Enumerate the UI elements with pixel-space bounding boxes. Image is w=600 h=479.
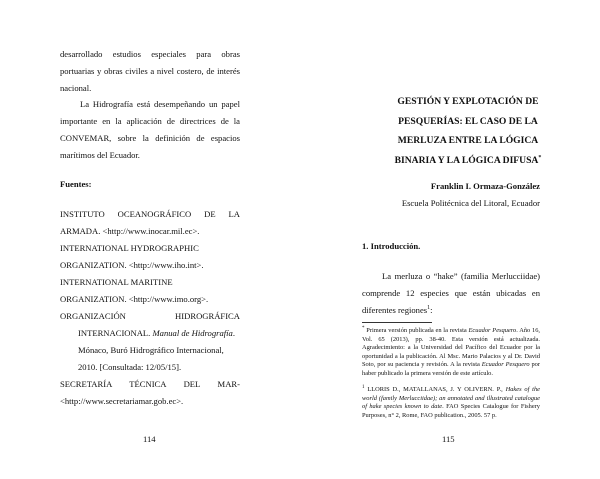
section-heading: 1. Introducción. [362, 241, 421, 251]
author-name: Franklin I. Ormaza-González [430, 181, 540, 191]
footnote-text: . Año 16, Vol. 65 (2013), pp. 38-40. Esta versión está actualizada. Agradecimiento: a la Universidad del Pacífico del Ecuador por la oportunidad a la publicación. Al Msc. Mario Palacios y al Dr. David Soto, por su paciencia y revisión. A la revista [362, 327, 540, 369]
footnote-2 [362, 386, 540, 420]
footnote-italic: Hakes of the world (family Merlucciidae); an annotated and illustrated catalogue of hake species known to date [362, 386, 540, 411]
reference-line: INSTITUTO OCEANOGRÁFICO DE LA [60, 209, 240, 219]
title-line: MERLUZA ENTRE LA LÓGICA [397, 135, 539, 146]
right-page [300, 0, 600, 479]
footnote-text: Primera versión publicada en la revista [364, 327, 469, 334]
title-line [365, 151, 571, 171]
article-title [365, 92, 571, 170]
reference-line: ARMADA. <http://www.inocar.mil.ec>. [60, 226, 200, 236]
reference-line: INTERNATIONAL MARITINE [60, 277, 173, 287]
reference-text: INTERNACIONAL. [78, 328, 153, 338]
reference-item [60, 274, 240, 308]
reference-line: ORGANIZATION. <http://www.imo.org>. [60, 294, 209, 304]
footnote-1 [362, 327, 540, 379]
reference-item [60, 240, 240, 274]
page-number: 115 [442, 434, 455, 444]
footnote-text: por haber publicado la primera versión de este artículo. [362, 361, 540, 377]
page-number: 114 [143, 434, 156, 444]
intro-paragraph [362, 268, 540, 319]
footnote-marker: 1 [362, 384, 365, 390]
reference-text: . [232, 328, 236, 338]
reference-line: INTERNATIONAL HYDROGRAPHIC [60, 243, 199, 253]
reference-line: 2010. [Consultada: 12/05/15]. [78, 362, 182, 372]
references-list [60, 206, 240, 410]
footnote-text: LLORIS D., MATALLANAS, J. Y OLIVERN. P., [364, 386, 506, 393]
reference-title: Manual de Hidrografía [152, 328, 233, 338]
reference-item [60, 206, 240, 240]
reference-line: ORGANIZACIÓN HIDROGRÁFICA [60, 311, 240, 321]
reference-item [60, 376, 240, 410]
intro-text: La merluza o “hake” (familia Merlucciidae) comprende 12 especies que están ubicadas en diferentes regiones [362, 271, 540, 315]
footnote-separator [362, 322, 432, 323]
hydrography-paragraph: La Hidrografía está desempeñando un papel importante en la aplicación de directrices de la CONVEMAR, sobre la definición de espacios marítimos del Ecuador. [60, 99, 240, 160]
footnote-italic: Ecuador Pesquero [481, 361, 530, 369]
reference-line: SECRETARÍA TÉCNICA DEL MAR- [60, 379, 240, 389]
text-line: portuarias y obras civiles a nivel costero, de interés [60, 66, 240, 76]
title-line: GESTIÓN Y EXPLOTACIÓN DE [397, 96, 539, 107]
footnote-marker: 1 [427, 305, 431, 312]
reference-line: ORGANIZATION. <http://www.iho.int>. [60, 260, 204, 270]
text-line: desarrollado estudios especiales para obras [60, 49, 240, 59]
intro-text: : [430, 305, 433, 315]
title-line: PESQUERÍAS: EL CASO DE LA [398, 115, 538, 127]
continued-paragraph [60, 46, 240, 97]
title-text: BINARIA Y LA LÓGICA DIFUSA [394, 154, 539, 166]
text-line: nacional. [60, 83, 92, 93]
footnote-text: . FAO Species Catalogue for Fishery Purposes, n° 2, Rome, FAO publication., 2005. 57 p. [362, 403, 540, 419]
sources-heading: Fuentes: [60, 179, 92, 189]
footnote-marker: * [362, 325, 365, 331]
reference-line: Mónaco, Buró Hidrográfico Internacional, [78, 345, 224, 355]
footnote-marker: * [538, 154, 542, 161]
reference-line: <http://www.secretariamar.gob.ec>. [60, 396, 184, 406]
reference-item [60, 308, 240, 376]
author-affiliation: Escuela Politécnica del Litoral, Ecuador [401, 198, 540, 208]
reference-line [60, 325, 240, 342]
footnote-italic: Ecuador Pesquero [468, 327, 517, 334]
